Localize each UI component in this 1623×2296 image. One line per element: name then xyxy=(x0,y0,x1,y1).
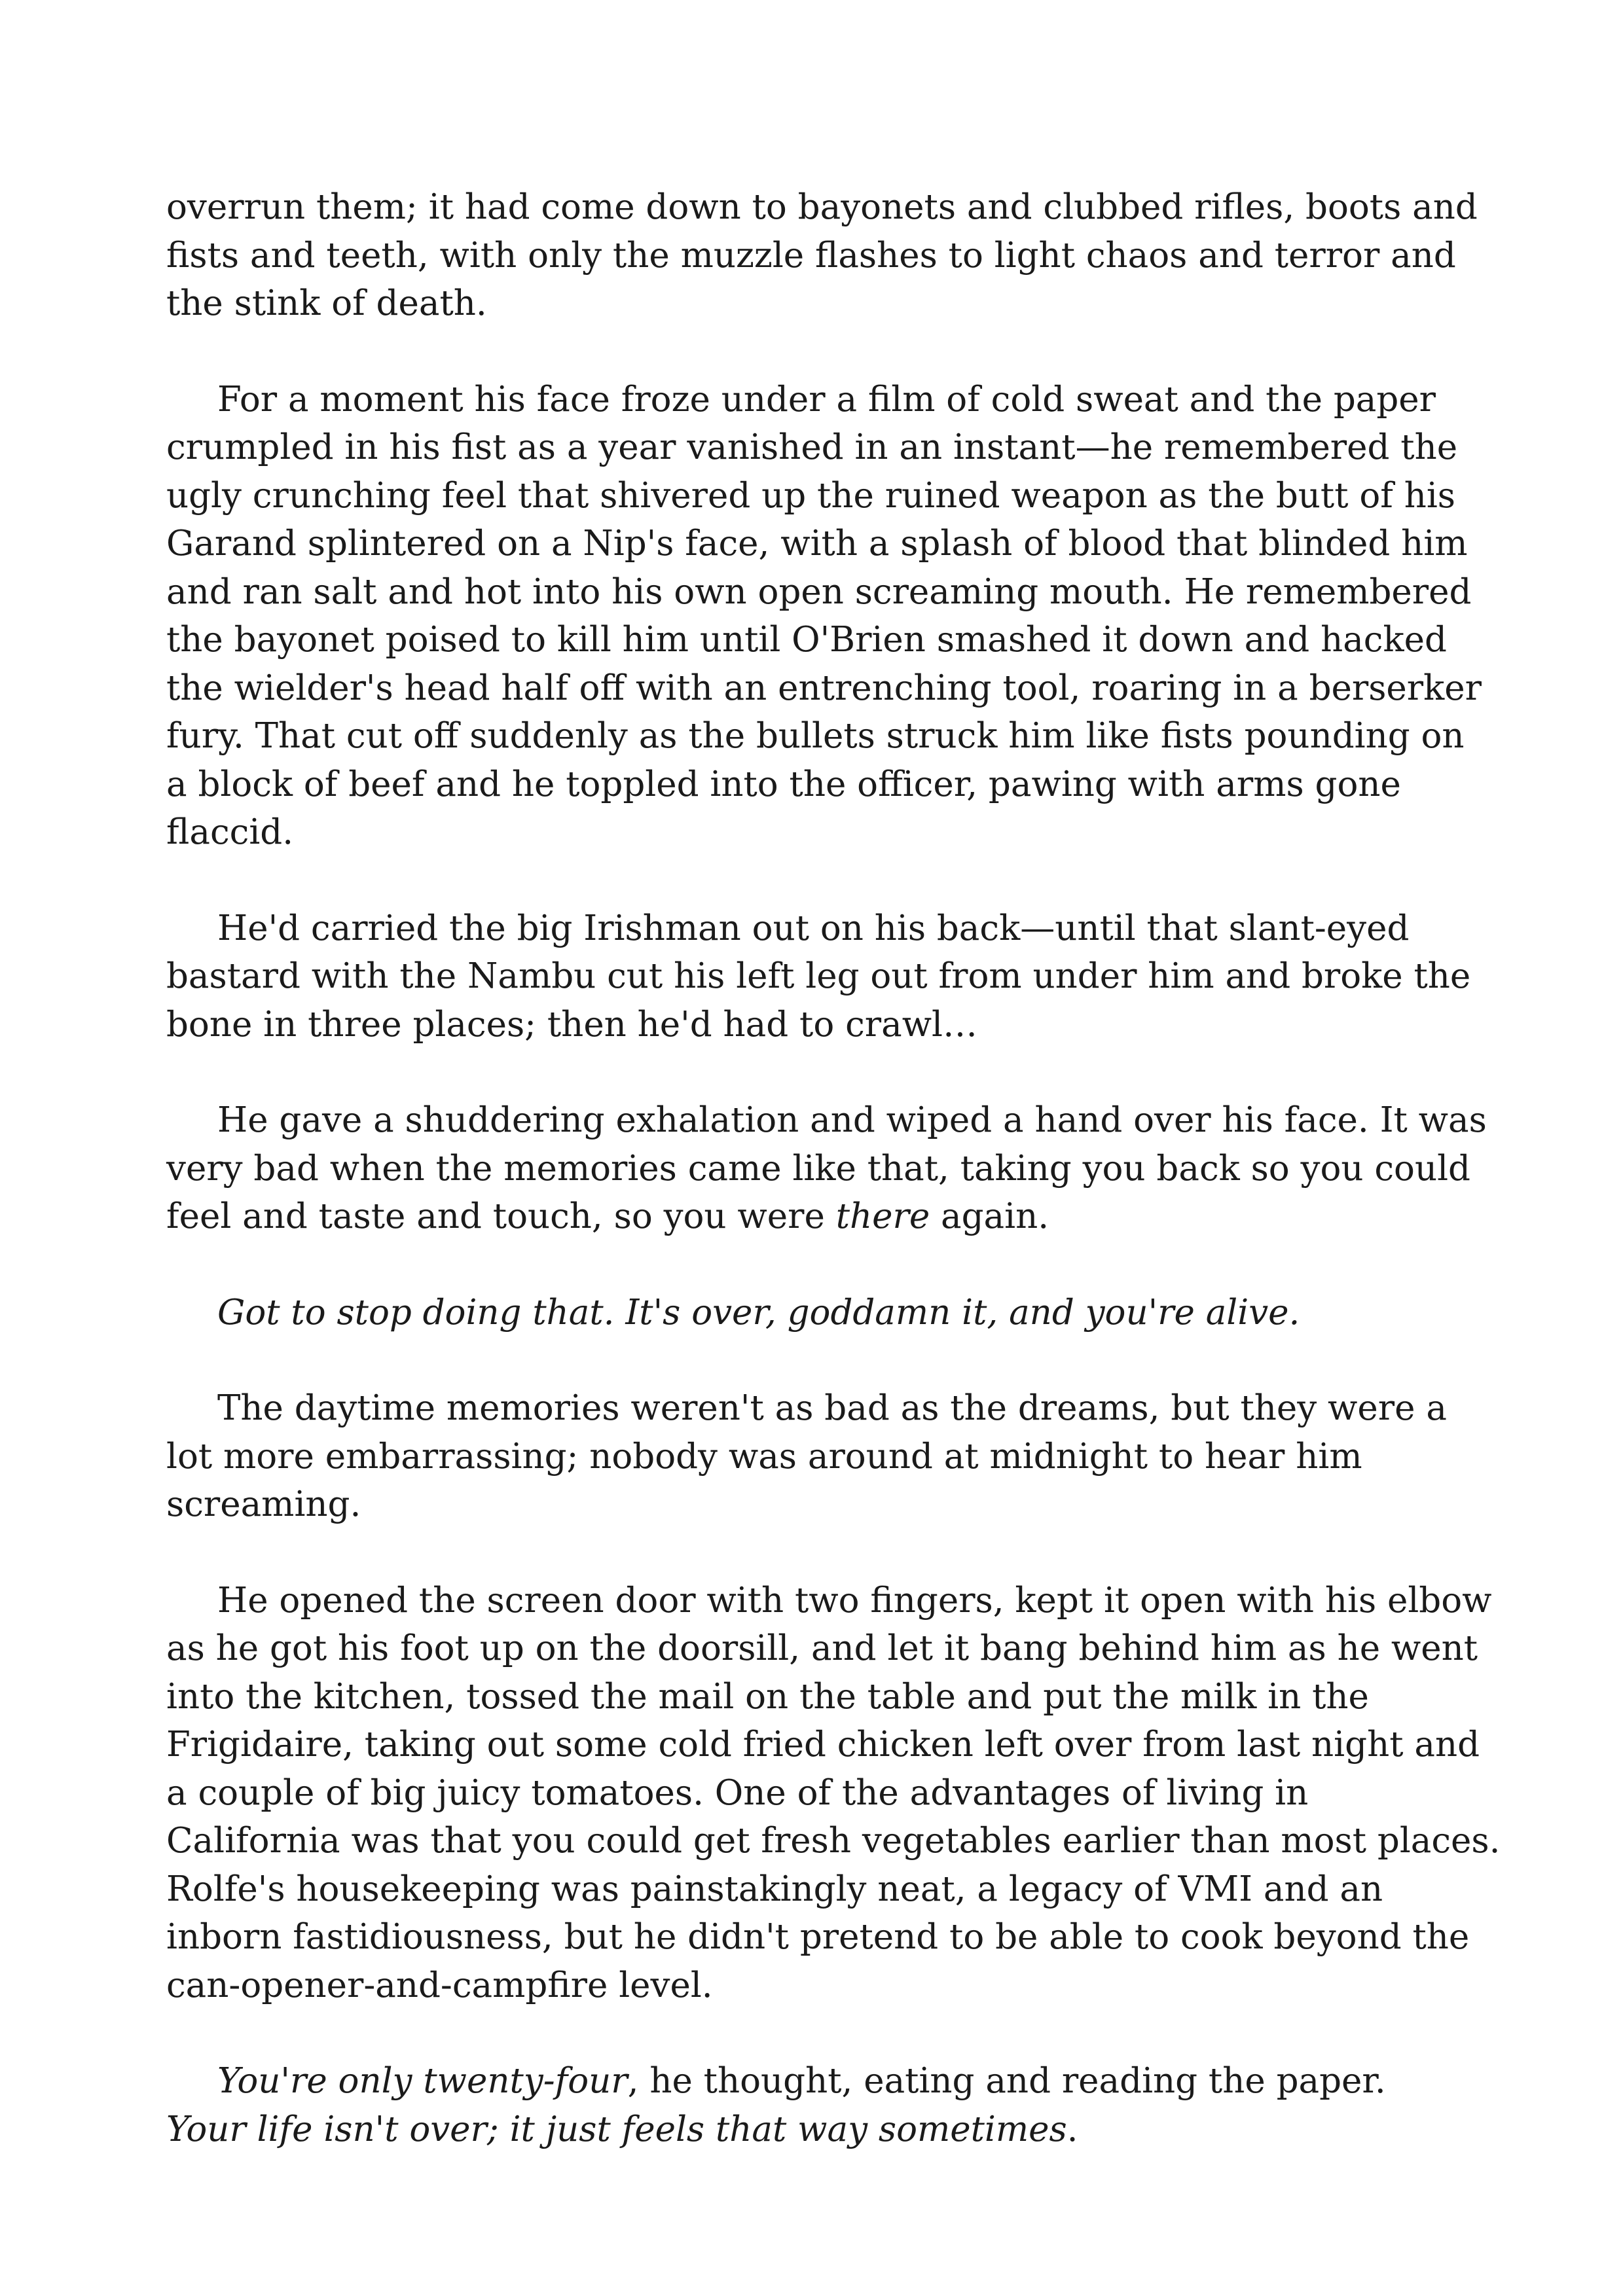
paragraph-3 xyxy=(166,905,1476,1049)
text-line xyxy=(166,1193,1476,1241)
text-line: screaming. xyxy=(166,1484,361,1524)
text-line: and ran salt and hot into his own open screaming mouth. He remembered xyxy=(166,571,1472,612)
text-line: Garand splintered on a Nip's face, with a splash of blood that blinded him xyxy=(166,524,1468,564)
text-line: He opened the screen door with two fingers, kept it open with his elbow xyxy=(217,1580,1492,1621)
text-run: , he thought, eating and reading the paper. xyxy=(627,2061,1386,2101)
paragraph-2 xyxy=(166,376,1482,857)
italic-thought: Got to stop doing that. It's over, goddamn it, and you're alive. xyxy=(217,1292,1300,1333)
paragraph-8 xyxy=(166,2057,1476,2153)
text-run: . xyxy=(1067,2109,1078,2149)
emphasis-text: Your life isn't over; it just feels that way sometimes xyxy=(166,2109,1067,2149)
paragraph-5 xyxy=(166,1289,1476,1337)
text-line: Frigidaire, taking out some cold fried chicken left over from last night and xyxy=(166,1725,1480,1765)
text-line: California was that you could get fresh vegetables earlier than most places. xyxy=(166,1821,1501,1861)
text-line: the wielder's head half off with an entrenching tool, roaring in a berserker xyxy=(166,668,1482,708)
text-line: bastard with the Nambu cut his left leg out from under him and broke the xyxy=(166,956,1471,996)
text-line: bone in three places; then he'd had to crawl… xyxy=(166,1004,978,1045)
text-line: The daytime memories weren't as bad as the dreams, but they were a xyxy=(217,1388,1447,1428)
text-line: the stink of death. xyxy=(166,283,487,323)
emphasis-text: You're only twenty-four xyxy=(217,2061,628,2101)
text-line: into the kitchen, tossed the mail on the table and put the milk in the xyxy=(166,1676,1369,1717)
text-line: ugly crunching feel that shivered up the ruined weapon as the butt of his xyxy=(166,475,1455,516)
text-line: overrun them; it had come down to bayonets and clubbed rifles, boots and xyxy=(166,187,1478,227)
text-line: fists and teeth, with only the muzzle flashes to light chaos and terror and xyxy=(166,235,1456,276)
text-line: a block of beef and he toppled into the officer, pawing with arms gone xyxy=(166,764,1401,804)
emphasis-text: there xyxy=(835,1196,930,1236)
text-line: lot more embarrassing; nobody was around at midnight to hear him xyxy=(166,1436,1362,1477)
text-line xyxy=(166,2106,1476,2154)
text-line: the bayonet poised to kill him until O'Brien smashed it down and hacked xyxy=(166,620,1447,660)
text-line: as he got his foot up on the doorsill, and let it bang behind him as he went xyxy=(166,1628,1478,1668)
paragraph-1 xyxy=(166,183,1476,328)
paragraph-6 xyxy=(166,1384,1476,1529)
text-line xyxy=(166,2057,1476,2106)
text-line: He gave a shuddering exhalation and wiped a hand over his face. It was xyxy=(217,1100,1487,1140)
text-line: a couple of big juicy tomatoes. One of the advantages of living in xyxy=(166,1772,1309,1813)
text-line: He'd carried the big Irishman out on his back—until that slant-eyed xyxy=(217,908,1410,948)
text-line: crumpled in his fist as a year vanished in an instant—he remembered the xyxy=(166,427,1458,467)
text-line xyxy=(166,1289,1476,1337)
text-line: very bad when the memories came like that, taking you back so you could xyxy=(166,1148,1470,1189)
text-line: For a moment his face froze under a film of cold sweat and the paper xyxy=(217,379,1436,420)
paragraph-7 xyxy=(166,1577,1501,2010)
text-line: can-opener-and-campfire level. xyxy=(166,1965,713,2005)
text-line: Rolfe's housekeeping was painstakingly neat, a legacy of VMI and an xyxy=(166,1869,1383,1909)
text-line: inborn fastidiousness, but he didn't pretend to be able to cook beyond the xyxy=(166,1917,1470,1957)
text-run: feel and taste and touch, so you were xyxy=(166,1196,836,1236)
text-line: flaccid. xyxy=(166,812,294,852)
text-run: again. xyxy=(930,1196,1049,1236)
paragraph-4 xyxy=(166,1096,1487,1241)
body-text xyxy=(166,183,1501,2153)
text-line: fury. That cut off suddenly as the bullets struck him like fists pounding on xyxy=(166,716,1465,756)
